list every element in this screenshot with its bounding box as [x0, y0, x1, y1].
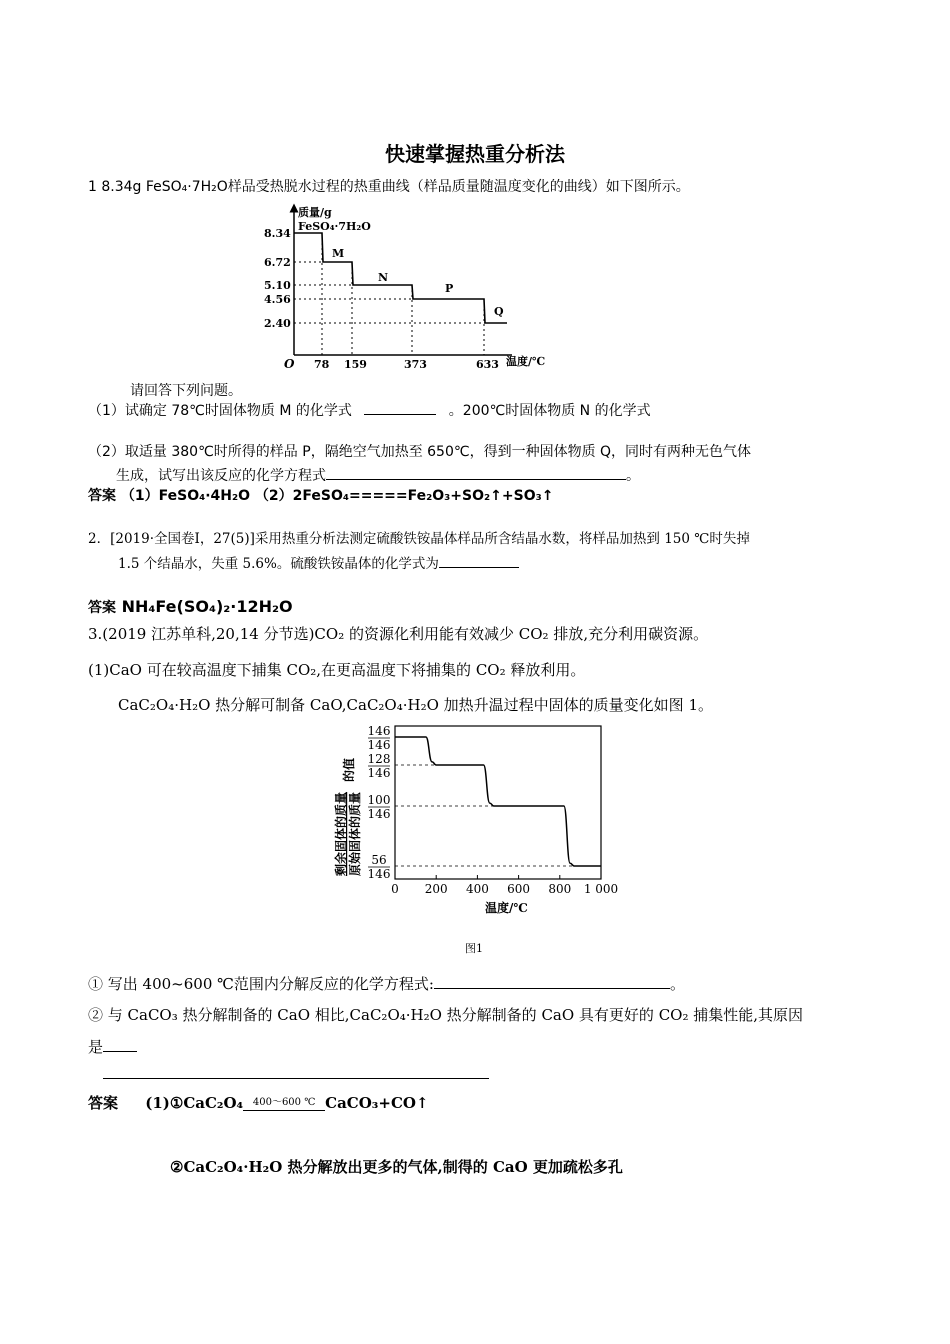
chart1-y-tick-label: 4.56 [264, 293, 291, 306]
chart2-y-tick-den: 146 [367, 766, 391, 780]
chart1-start-label: FeSO₄·7H₂O [298, 220, 371, 233]
q3-answer [88, 1092, 429, 1113]
q1-part2-blank[interactable] [326, 465, 626, 480]
chart2-y-tick-num: 146 [367, 724, 391, 738]
q3-sub1-text: ① 写出 400~600 ℃范围内分解反应的化学方程式: [88, 975, 434, 993]
chart1-y-ticks [264, 227, 291, 330]
chart1-x-tick-label: 633 [476, 358, 499, 371]
chart1-curve [294, 233, 507, 323]
q3-answer2: ②CaC₂O₄·H₂O 热分解放出更多的气体,制得的 CaO 更加疏松多孔 [170, 1158, 623, 1176]
q3-answer-arrow [243, 1097, 325, 1111]
q3-line2: (1)CaO 可在较高温度下捕集 CO₂,在更高温度下将捕集的 CO₂ 释放利用。 [88, 661, 586, 679]
chart1-point-label-m: M [332, 247, 345, 260]
chart2-x-tick-label: 200 [424, 882, 448, 896]
chart2-guide-lines [395, 765, 574, 866]
q2-answer-formula: NH₄Fe(SO₄)₂·12H₂O [121, 597, 293, 616]
chart1-x-ticks [314, 358, 499, 371]
q2-blank[interactable] [439, 553, 519, 568]
q3-answer-label: 答案 [88, 1094, 119, 1112]
chart1-point-labels [332, 247, 504, 318]
q1-intro-text: 样品受热脱水过程的热重曲线（样品质量随温度变化的曲线）如下图所示。 [227, 179, 690, 195]
chart1-y-tick-label: 6.72 [264, 256, 291, 269]
q2-line1: 2．[2019·全国卷Ⅰ，27(5)]采用热重分析法测定硫酸铁铵晶体样品所含结晶水数，将样品加热到 150 ℃时失掉 [88, 531, 750, 547]
chart1-x-tick-label: 78 [314, 358, 330, 371]
q3-answer-condition: 400～600 ℃ [252, 1097, 316, 1108]
chart2-y-tick-den: 146 [367, 807, 391, 821]
q3-sub1-end: 。 [669, 975, 685, 993]
q1-prompt: 请回答下列问题。 [130, 383, 242, 399]
q1-part2-line1: （2）取适量 380℃时所得的样品 P，隔绝空气加热至 650℃，得到一种固体物质 Q，同时有两种无色气体 [88, 444, 752, 460]
chart2-ylabel-tail: 的值 [342, 757, 356, 782]
q3-sub2-line1: ② 与 CaCO₃ 热分解制备的 CaO 相比,CaC₂O₄·H₂O 热分解制备的 CaO 具有更好的 CO₂ 捕集性能,其原因 [88, 1006, 804, 1024]
q1-part1-tail: 。200℃时固体物质 N 的化学式 [448, 403, 651, 419]
chart1-x-tick-label: 159 [344, 358, 367, 371]
q1-part2-text: 生成，试写出该反应的化学方程式 [116, 468, 326, 484]
chart1-svg [262, 200, 562, 380]
chart1-xlabel: 温度/℃ [506, 355, 546, 368]
q1-intro-num: 1 8.34g [88, 179, 142, 195]
q3-line1: 3.(2019 江苏单科,20,14 分节选)CO₂ 的资源化利用能有效减少 CO₂ 排放,充分利用碳资源。 [88, 625, 709, 643]
chart1-ylabel: 质量/g [298, 206, 332, 219]
chart1-x-tick-label: 373 [404, 358, 427, 371]
chart2-plot-frame [395, 726, 601, 879]
q3-sub1-blank[interactable] [434, 974, 670, 989]
figure-caption: 图1 [465, 942, 483, 955]
thermogravimetric-chart-2 [325, 720, 625, 920]
chart2-x-tick-label: 0 [391, 882, 399, 896]
q2-line2 [118, 552, 519, 572]
chart2-xlabel: 温度/℃ [485, 901, 528, 915]
chart2-ylabel-num: 剩余固体的质量 [334, 791, 348, 876]
chart2-y-tick-num: 100 [367, 793, 391, 807]
q2-answer [88, 597, 293, 617]
q3-answer-rhs: CaCO₃+CO↑ [325, 1094, 429, 1112]
chart1-point-label-p: P [445, 282, 454, 295]
chart2-y-tick-num: 56 [371, 853, 387, 867]
chart2-x-tick-label: 600 [507, 882, 531, 896]
q3-sub2-line2 [88, 1036, 137, 1057]
chart2-x-ticks [391, 875, 618, 896]
q1-part2-line2 [116, 465, 640, 485]
q1-answer: 答案 （1）FeSO₄·4H₂O （2）2FeSO₄=====Fe₂O₃+SO₂↑+SO₃↑ [88, 488, 554, 504]
q3-answer-lhs: (1)①CaC₂O₄ [145, 1094, 244, 1112]
q3-sub2-answer-line[interactable] [103, 1078, 489, 1079]
chart2-x-tick-label: 800 [548, 882, 572, 896]
chart1-origin: O [284, 357, 295, 371]
chart1-y-tick-label: 8.34 [264, 227, 291, 240]
chart2-ylabel [333, 758, 362, 876]
q2-answer-label: 答案 [88, 600, 116, 616]
chart2-svg [325, 720, 625, 920]
chart2-curve [395, 737, 601, 866]
chart1-guide-lines [294, 233, 507, 355]
chart2-y-tick-num: 128 [367, 752, 391, 766]
q3-sub1 [88, 973, 685, 994]
chart2-x-tick-label: 1 000 [583, 882, 619, 896]
q1-part2-end: 。 [626, 468, 640, 484]
q3-sub2-blank[interactable] [103, 1037, 137, 1052]
q2-line2-text: 1.5 个结晶水，失重 5.6%。硫酸铁铵晶体的化学式为 [118, 556, 439, 572]
q1-part1-blank[interactable] [364, 400, 436, 415]
chart2-y-ticks [368, 724, 391, 881]
thermogravimetric-chart-1 [262, 200, 562, 380]
chart2-y-tick-den: 146 [367, 738, 391, 752]
q1-intro-formula: FeSO₄·7H₂O [145, 179, 228, 195]
chart1-y-tick-label: 5.10 [264, 279, 291, 292]
chart1-point-label-q: Q [494, 305, 504, 318]
chart1-point-label-n: N [378, 271, 389, 284]
q1-part1-text: （1）试确定 78℃时固体物质 M 的化学式 [88, 403, 352, 419]
chart1-y-tick-label: 2.40 [264, 317, 291, 330]
page-title: 快速掌握热重分析法 [385, 142, 565, 166]
q1-part1 [88, 400, 651, 420]
q1-intro [88, 176, 690, 196]
q3-line3: CaC₂O₄·H₂O 热分解可制备 CaO,CaC₂O₄·H₂O 加热升温过程中固体的质量变化如图 1。 [118, 696, 713, 714]
chart2-y-tick-den: 146 [367, 867, 391, 881]
q3-sub2-text: 是 [88, 1038, 104, 1056]
chart2-ylabel-den: 原始固体的质量 [348, 791, 362, 876]
chart2-x-tick-label: 400 [465, 882, 489, 896]
